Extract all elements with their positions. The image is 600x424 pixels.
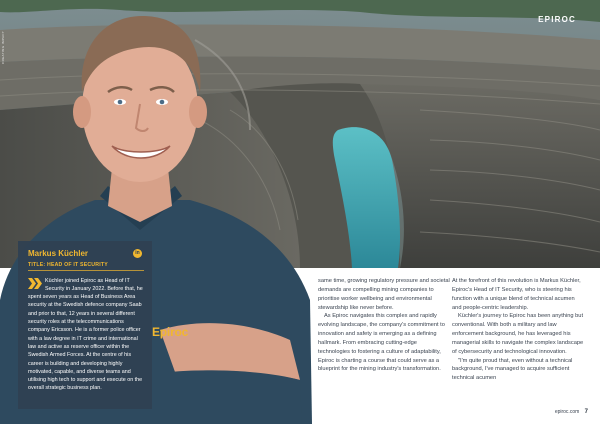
chevron-quote-icon xyxy=(28,278,42,289)
linkedin-icon[interactable]: in xyxy=(133,249,142,258)
card-divider xyxy=(28,270,144,271)
article-paragraph: At the forefront of this revolution is Markus Küchler, Epiroc's Head of IT Security, who is steering his function with a unique blend of technical acumen and people-centric leadership. xyxy=(452,278,581,311)
brand-logo: EPIROC xyxy=(538,15,576,24)
article-paragraph: "I'm quite proud that, even without a technical background, I've managed to acquire sufficient technical acumen xyxy=(452,357,573,382)
footer-site[interactable]: epiroc.com xyxy=(554,409,580,415)
page-number: 7 xyxy=(584,409,588,415)
profile-title xyxy=(28,261,144,269)
article-paragraph: Küchler's journey to Epiroc has been anything but conventional. With both a military and law enforcement background, he has leveraged his managerial skills to navigate the complex landscape of cybersecurity and technological innovation. xyxy=(452,313,584,355)
profile-title-label: TITLE: xyxy=(28,262,46,268)
article-paragraph: same time, growing regulatory pressure and societal demands are compelling mining companies to prioritise worker wellbeing and environmental stewardship like never before. xyxy=(318,278,450,311)
profile-bio-text: Küchler joined Epiroc as Head of IT Security in January 2022. Before that, he spent seven years as Head of Business Area security at the Swedish defence company Saab and prior to that, 12 years in several different security roles at the telecommunications company Ericsson. He is a former police officer with a law degree in IT crime and international law and active as reserve officer within the Swedish Armed Forces. At the centre of his career is building and developing highly motivated, capable, and diverse teams and utilising high tech to support and execute on the overall strategic business plan. xyxy=(28,277,143,392)
shirt-brand-logo xyxy=(152,325,188,339)
profile-bio xyxy=(28,277,144,393)
profile-title-value: HEAD OF IT SECURITY xyxy=(47,262,108,268)
profile-card xyxy=(18,241,152,409)
page-footer xyxy=(555,409,588,415)
article-paragraph: As Epiroc navigates this complex and rapidly evolving landscape, the company's commitment to innovation and safety is emerging as a defining hallmark. From embracing cutting-edge technologies to fostering a culture of adaptability, Epiroc is charting a course that could serve as a blueprint for the mining industry's transformation. xyxy=(318,313,445,373)
shirt-logo-text: Epiroc xyxy=(152,325,189,339)
profile-name: Markus Küchler xyxy=(28,249,89,258)
section-side-label: CREATING IMPACT xyxy=(1,30,5,64)
article-column-2 xyxy=(452,277,584,383)
article-column-1 xyxy=(318,277,450,374)
